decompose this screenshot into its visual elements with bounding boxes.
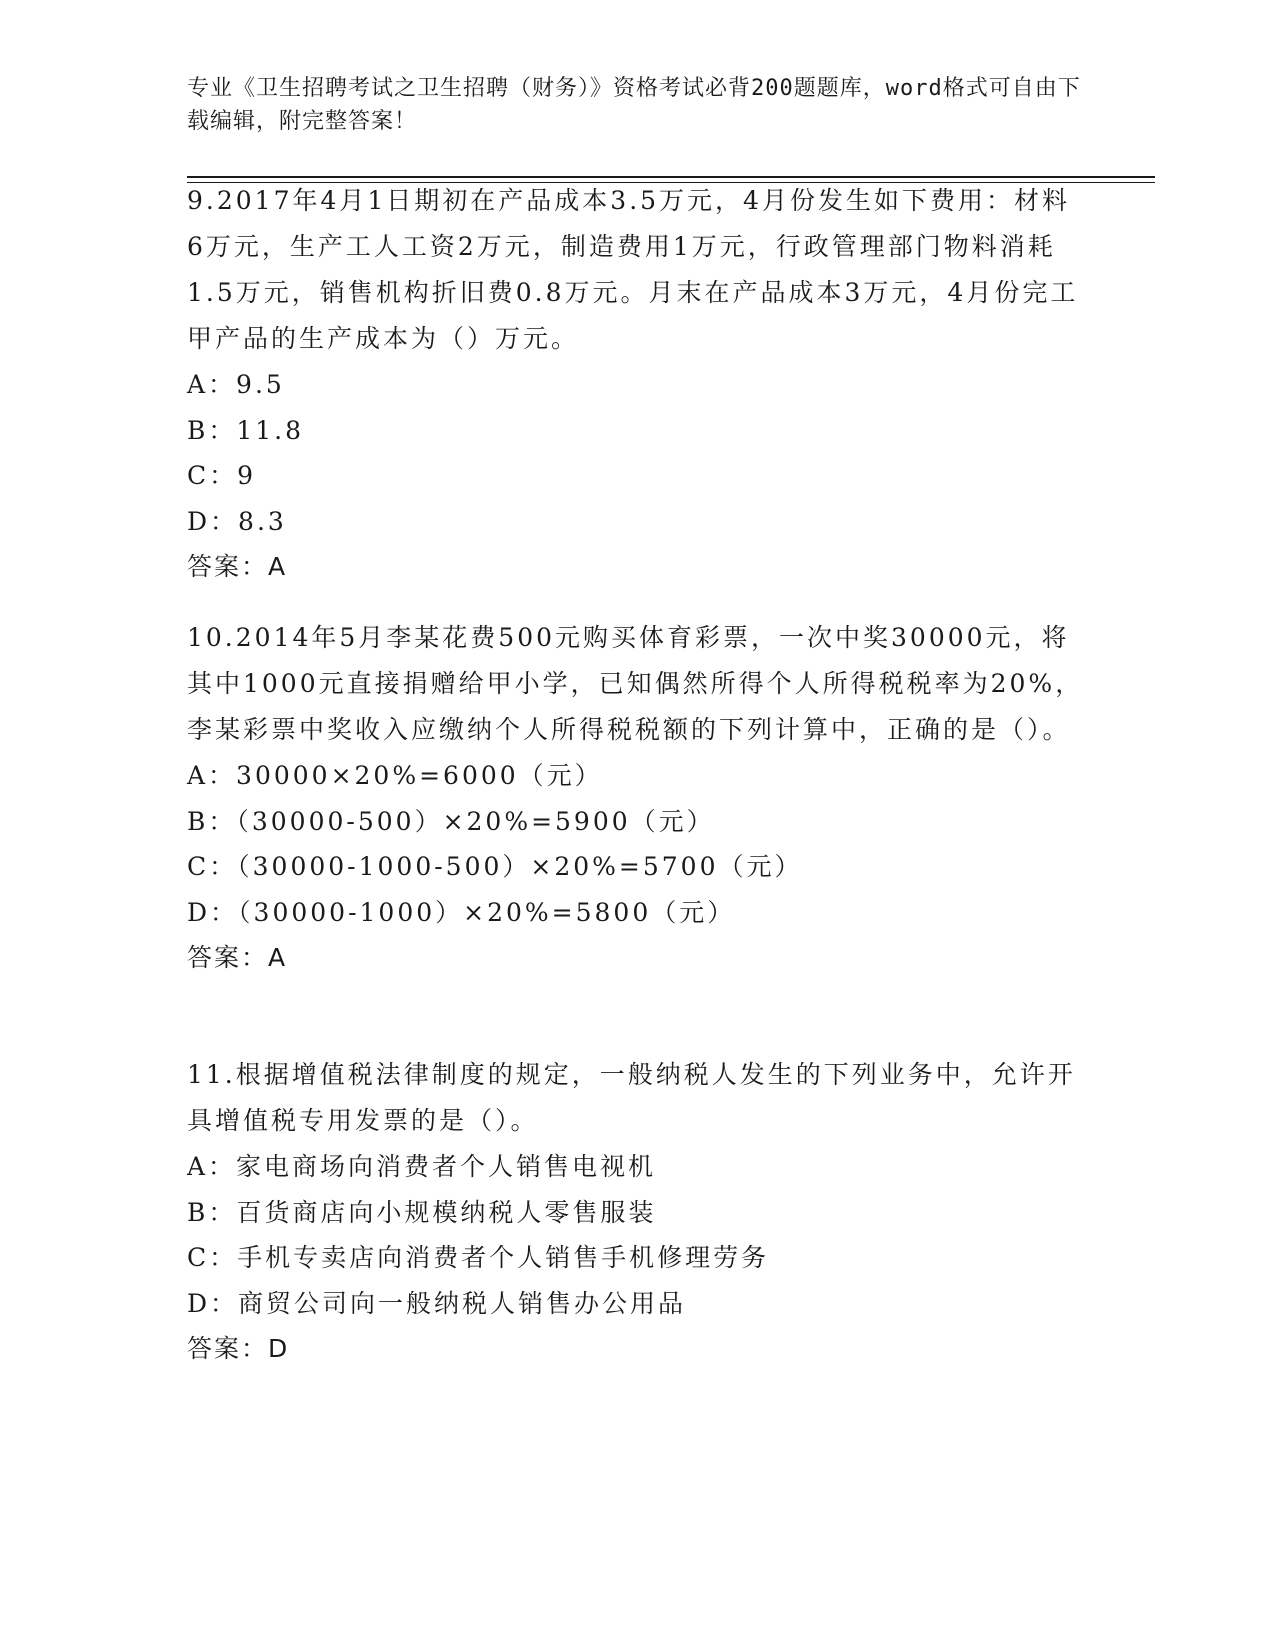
option-d: D：商贸公司向一般纳税人销售办公用品 [187, 1288, 687, 1318]
document-header: 专业《卫生招聘考试之卫生招聘（财务）》资格考试必背200题题库，word格式可自由下载编辑，附完整答案！ [187, 76, 1081, 134]
option-c: C：9 [187, 461, 257, 490]
question-stem: 9.2017年4月1日期初在产品成本3.5万元，4月份发生如下费用：材料6万元，生产工人工资2万元，制造费用1万元，行政管理部门物料消耗1.5万元，销售机构折旧费0.8万元。月末在产品成本3万元，4月份完工甲产品的生产成本为（）万元。 [187, 186, 1079, 353]
question-stem: 11.根据增值税法律制度的规定，一般纳税人发生的下列业务中，允许开具增值税专用发票的是（）。 [187, 1060, 1076, 1135]
option-b: B：（30000-500）×20%=5900（元） [187, 806, 715, 836]
option-b: B：11.8 [187, 415, 305, 445]
option-a: A：家电商场向消费者个人销售电视机 [187, 1152, 657, 1181]
option-a: A：9.5 [187, 370, 285, 399]
option-c: C：手机专卖店向消费者个人销售手机修理劳务 [187, 1243, 770, 1272]
option-a: A：30000×20%=6000（元） [187, 761, 603, 790]
option-d: D：（30000-1000）×20%=5800（元） [187, 897, 736, 927]
question-9 [187, 178, 1087, 590]
answer: 答案：D [187, 1334, 290, 1363]
option-b: B：百货商店向小规模纳税人零售服装 [187, 1197, 657, 1227]
answer: 答案：A [187, 552, 288, 581]
option-d: D：8.3 [187, 506, 287, 536]
question-stem: 10.2014年5月李某花费500元购买体育彩票，一次中奖30000元，将其中1000元直接捐赠给甲小学，已知偶然所得个人所得税税率为20%，李某彩票中奖收入应缴纳个人所得税税额的下列计算中，正确的是（）。 [187, 623, 1084, 744]
answer: 答案：A [187, 943, 288, 972]
option-c: C：（30000-1000-500）×20%=5700（元） [187, 852, 803, 881]
question-10 [187, 615, 1087, 981]
question-11 [187, 1052, 1087, 1372]
